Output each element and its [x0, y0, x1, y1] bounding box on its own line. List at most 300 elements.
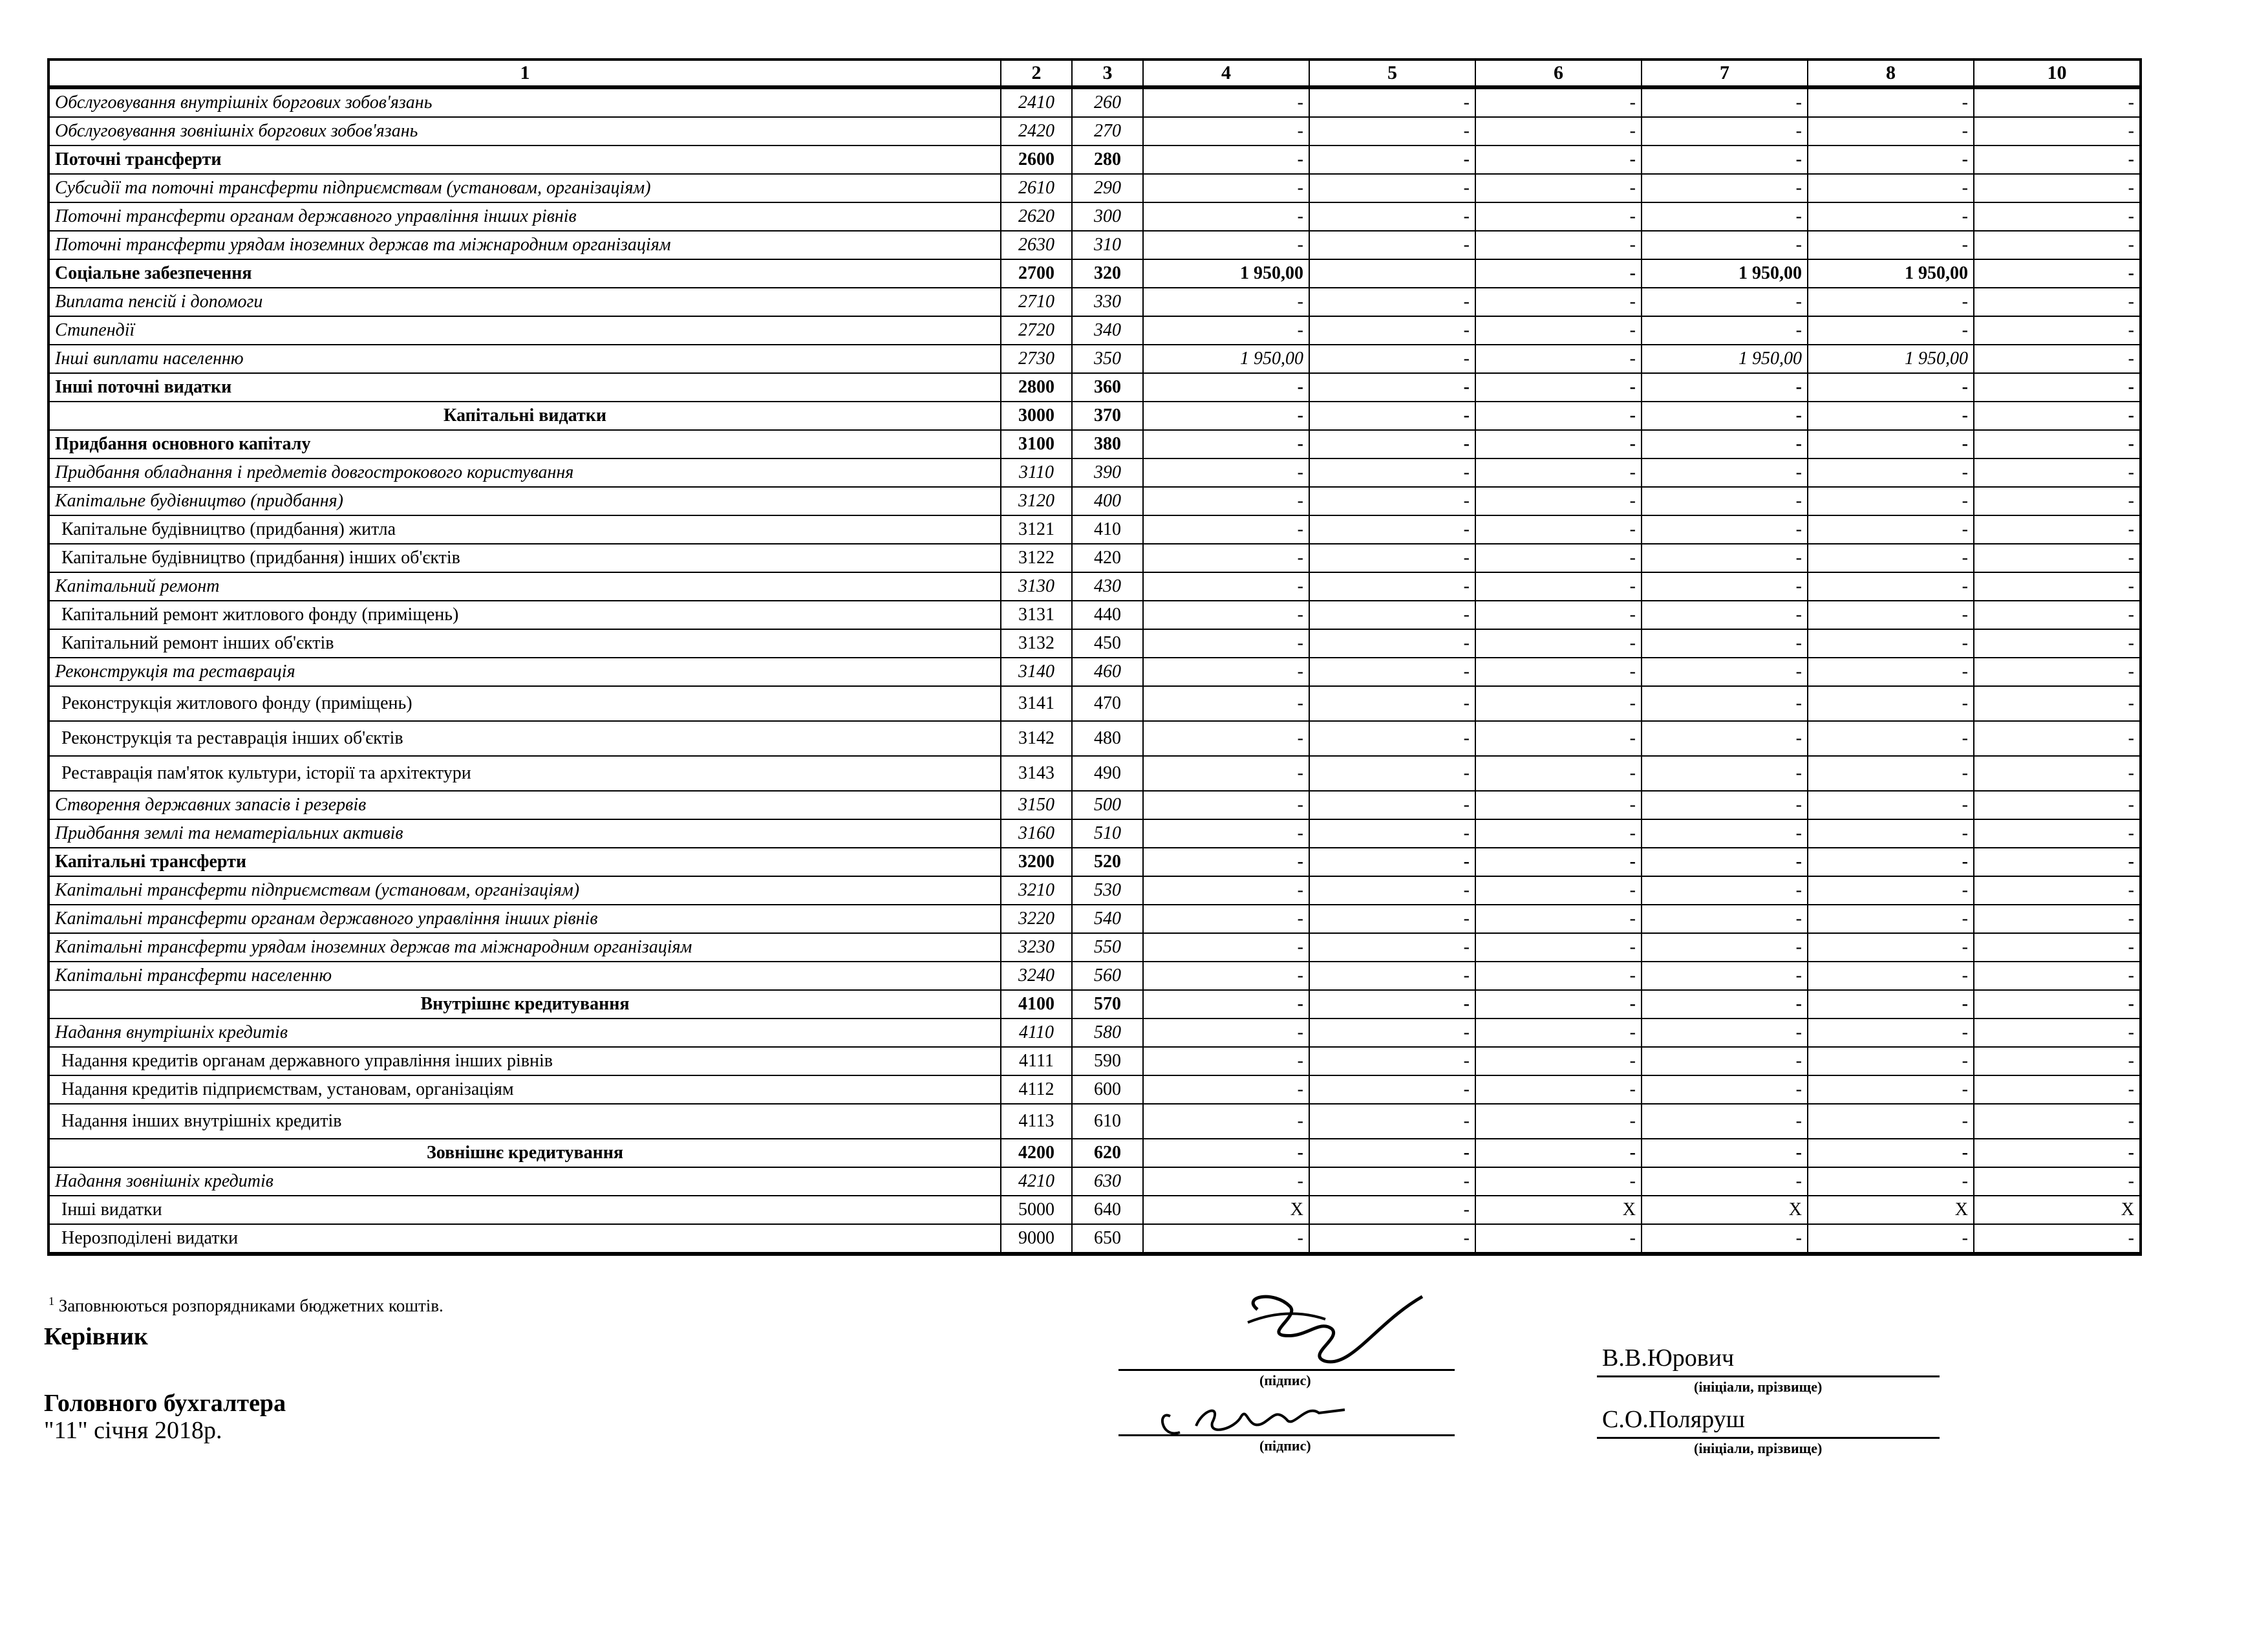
row-value-col-8: -: [1807, 1076, 1973, 1105]
row-value-col-6: -: [1475, 601, 1641, 630]
row-value-col-5: -: [1309, 722, 1475, 757]
row-value-col-6: -: [1475, 722, 1641, 757]
row-value-col-4: -: [1142, 962, 1309, 991]
row-line-code: 270: [1071, 118, 1142, 146]
row-value-col-4: -: [1142, 1048, 1309, 1076]
row-name: Придбання землі та нематеріальних активів: [50, 820, 1000, 848]
row-value-col-7: 1 950,00: [1641, 260, 1807, 288]
row-value-col-10: -: [1973, 89, 2139, 118]
row-value-col-8: -: [1807, 374, 1973, 402]
row-value-col-8: -: [1807, 820, 1973, 848]
row-value-col-5: -: [1309, 118, 1475, 146]
row-value-col-8: -: [1807, 1048, 1973, 1076]
row-value-col-10: -: [1973, 658, 2139, 687]
row-kekv-code: 4210: [1000, 1168, 1071, 1196]
row-value-col-8: -: [1807, 203, 1973, 232]
row-value-col-5: -: [1309, 905, 1475, 934]
expenditure-table: [47, 58, 2142, 1256]
row-name: Субсидії та поточні трансферти підприємствам (установам, організаціям): [50, 175, 1000, 203]
row-line-code: 630: [1071, 1168, 1142, 1196]
row-value-col-8: -: [1807, 722, 1973, 757]
row-name: Капітальні трансферти підприємствам (установам, організаціям): [50, 877, 1000, 905]
table-row: [50, 601, 2139, 630]
row-value-col-4: -: [1142, 1225, 1309, 1253]
table-row: [50, 146, 2139, 175]
row-line-code: 490: [1071, 757, 1142, 792]
row-kekv-code: 3141: [1000, 687, 1071, 722]
footnote-text: Заповнюються розпорядниками бюджетних коштів.: [58, 1296, 444, 1315]
row-value-col-6: -: [1475, 820, 1641, 848]
row-value-col-7: -: [1641, 459, 1807, 488]
row-line-code: 390: [1071, 459, 1142, 488]
accountant-name-line: [1597, 1437, 1940, 1439]
row-name: Поточні трансферти урядам іноземних держав та міжнародним організаціям: [50, 232, 1000, 260]
row-value-col-6: -: [1475, 1019, 1641, 1048]
row-line-code: 410: [1071, 516, 1142, 544]
row-line-code: 600: [1071, 1076, 1142, 1105]
row-kekv-code: 3210: [1000, 877, 1071, 905]
row-name: Капітальні трансферти: [50, 848, 1000, 877]
row-kekv-code: 3110: [1000, 459, 1071, 488]
row-line-code: 560: [1071, 962, 1142, 991]
row-value-col-7: -: [1641, 1168, 1807, 1196]
row-value-col-8: -: [1807, 1019, 1973, 1048]
table-row: [50, 317, 2139, 345]
row-value-col-4: -: [1142, 1139, 1309, 1168]
row-value-col-4: -: [1142, 757, 1309, 792]
row-value-col-6: -: [1475, 345, 1641, 374]
row-name: Надання зовнішніх кредитів: [50, 1168, 1000, 1196]
header-col-7: 7: [1641, 61, 1807, 89]
table-row: [50, 459, 2139, 488]
row-value-col-6: -: [1475, 934, 1641, 962]
row-kekv-code: 3140: [1000, 658, 1071, 687]
accountant-name-caption: (ініціали, прізвище): [1694, 1440, 1823, 1456]
row-value-col-8: -: [1807, 601, 1973, 630]
row-line-code: 620: [1071, 1139, 1142, 1168]
row-value-col-6: -: [1475, 962, 1641, 991]
row-value-col-4: -: [1142, 203, 1309, 232]
footnote-mark: 1: [48, 1295, 54, 1308]
row-value-col-6: -: [1475, 232, 1641, 260]
header-col-5: 5: [1309, 61, 1475, 89]
header-col-1: 1: [50, 61, 1000, 89]
row-value-col-8: -: [1807, 288, 1973, 317]
row-value-col-6: X: [1475, 1196, 1641, 1225]
row-value-col-4: 1 950,00: [1142, 260, 1309, 288]
row-line-code: 470: [1071, 687, 1142, 722]
row-name: Виплата пенсій і допомоги: [50, 288, 1000, 317]
row-value-col-5: -: [1309, 848, 1475, 877]
row-name: Внутрішнє кредитування: [50, 991, 1000, 1019]
row-value-col-8: -: [1807, 757, 1973, 792]
row-kekv-code: 2730: [1000, 345, 1071, 374]
row-value-col-5: -: [1309, 89, 1475, 118]
table-row: [50, 687, 2139, 722]
row-value-col-10: -: [1973, 1048, 2139, 1076]
row-value-col-5: -: [1309, 1196, 1475, 1225]
row-value-col-10: -: [1973, 459, 2139, 488]
table-row: [50, 722, 2139, 757]
row-value-col-6: -: [1475, 431, 1641, 459]
row-value-col-10: -: [1973, 1105, 2139, 1139]
row-value-col-8: -: [1807, 544, 1973, 573]
row-kekv-code: 2630: [1000, 232, 1071, 260]
row-value-col-10: -: [1973, 962, 2139, 991]
row-value-col-8: -: [1807, 459, 1973, 488]
table-row: [50, 374, 2139, 402]
row-value-col-4: 1 950,00: [1142, 345, 1309, 374]
row-value-col-7: -: [1641, 146, 1807, 175]
row-value-col-8: -: [1807, 658, 1973, 687]
table-row: [50, 118, 2139, 146]
row-value-col-5: -: [1309, 934, 1475, 962]
head-handwritten-signature: [1228, 1284, 1500, 1381]
row-value-col-7: -: [1641, 1019, 1807, 1048]
row-value-col-6: -: [1475, 288, 1641, 317]
row-name: Капітальні трансферти урядам іноземних держав та міжнародним організаціям: [50, 934, 1000, 962]
row-name: Реконструкція житлового фонду (приміщень): [50, 687, 1000, 722]
row-value-col-8: -: [1807, 232, 1973, 260]
table-row: [50, 1048, 2139, 1076]
row-name: Капітальне будівництво (придбання) інших об'єктів: [50, 544, 1000, 573]
row-name: Соціальне забезпечення: [50, 260, 1000, 288]
row-line-code: 590: [1071, 1048, 1142, 1076]
row-kekv-code: 3200: [1000, 848, 1071, 877]
table-row: [50, 573, 2139, 601]
row-value-col-10: -: [1973, 820, 2139, 848]
row-line-code: 430: [1071, 573, 1142, 601]
row-name: Капітальний ремонт: [50, 573, 1000, 601]
row-value-col-4: -: [1142, 792, 1309, 820]
row-value-col-7: -: [1641, 402, 1807, 431]
row-kekv-code: 9000: [1000, 1225, 1071, 1253]
row-name: Придбання основного капіталу: [50, 431, 1000, 459]
row-value-col-10: -: [1973, 757, 2139, 792]
row-value-col-4: -: [1142, 1168, 1309, 1196]
row-value-col-8: -: [1807, 118, 1973, 146]
row-name: Капітальні трансферти органам державного управління інших рівнів: [50, 905, 1000, 934]
table-row: [50, 934, 2139, 962]
row-value-col-8: 1 950,00: [1807, 260, 1973, 288]
row-value-col-6: -: [1475, 1139, 1641, 1168]
row-value-col-4: -: [1142, 934, 1309, 962]
row-line-code: 360: [1071, 374, 1142, 402]
row-line-code: 640: [1071, 1196, 1142, 1225]
table-row: [50, 792, 2139, 820]
row-name: Реставрація пам'яток культури, історії та архітектури: [50, 757, 1000, 792]
row-value-col-8: X: [1807, 1196, 1973, 1225]
row-value-col-10: -: [1973, 905, 2139, 934]
row-value-col-8: -: [1807, 905, 1973, 934]
row-value-col-6: -: [1475, 687, 1641, 722]
row-value-col-6: -: [1475, 1105, 1641, 1139]
table-row: [50, 1105, 2139, 1139]
row-value-col-7: -: [1641, 89, 1807, 118]
row-name: Інші видатки: [50, 1196, 1000, 1225]
row-value-col-4: -: [1142, 630, 1309, 658]
row-value-col-10: -: [1973, 402, 2139, 431]
row-value-col-8: -: [1807, 687, 1973, 722]
row-value-col-5: -: [1309, 991, 1475, 1019]
header-col-10: 10: [1973, 61, 2139, 89]
row-kekv-code: 2700: [1000, 260, 1071, 288]
row-value-col-10: -: [1973, 722, 2139, 757]
table-row: [50, 203, 2139, 232]
row-value-col-6: -: [1475, 260, 1641, 288]
row-value-col-7: -: [1641, 288, 1807, 317]
row-value-col-4: -: [1142, 516, 1309, 544]
row-value-col-5: -: [1309, 1225, 1475, 1253]
row-line-code: 530: [1071, 877, 1142, 905]
row-value-col-8: -: [1807, 792, 1973, 820]
row-line-code: 340: [1071, 317, 1142, 345]
row-kekv-code: 3131: [1000, 601, 1071, 630]
row-value-col-4: -: [1142, 991, 1309, 1019]
row-value-col-8: -: [1807, 991, 1973, 1019]
table-row: [50, 962, 2139, 991]
row-value-col-7: 1 950,00: [1641, 345, 1807, 374]
row-value-col-5: -: [1309, 757, 1475, 792]
row-line-code: 320: [1071, 260, 1142, 288]
row-value-col-7: -: [1641, 175, 1807, 203]
row-value-col-7: -: [1641, 630, 1807, 658]
row-value-col-10: -: [1973, 573, 2139, 601]
row-line-code: 310: [1071, 232, 1142, 260]
row-name: Інші виплати населенню: [50, 345, 1000, 374]
row-value-col-5: -: [1309, 877, 1475, 905]
row-name: Реконструкція та реставрація: [50, 658, 1000, 687]
row-name: Інші поточні видатки: [50, 374, 1000, 402]
row-value-col-6: -: [1475, 374, 1641, 402]
row-kekv-code: 3240: [1000, 962, 1071, 991]
table-row: [50, 848, 2139, 877]
row-value-col-7: -: [1641, 516, 1807, 544]
row-kekv-code: 4112: [1000, 1076, 1071, 1105]
row-value-col-10: X: [1973, 1196, 2139, 1225]
row-value-col-8: 1 950,00: [1807, 345, 1973, 374]
row-value-col-6: -: [1475, 630, 1641, 658]
table-row: [50, 1225, 2139, 1253]
row-value-col-4: -: [1142, 146, 1309, 175]
row-name: Зовнішнє кредитування: [50, 1139, 1000, 1168]
row-value-col-7: -: [1641, 722, 1807, 757]
head-name-caption: (ініціали, прізвище): [1694, 1379, 1823, 1395]
row-value-col-7: -: [1641, 1048, 1807, 1076]
row-name: Обслуговування внутрішніх боргових зобов'язань: [50, 89, 1000, 118]
row-value-col-7: -: [1641, 1139, 1807, 1168]
row-value-col-5: -: [1309, 488, 1475, 516]
row-value-col-7: -: [1641, 374, 1807, 402]
row-value-col-8: -: [1807, 1105, 1973, 1139]
row-value-col-5: -: [1309, 1076, 1475, 1105]
row-value-col-10: -: [1973, 544, 2139, 573]
header-col-2: 2: [1000, 61, 1071, 89]
row-value-col-6: -: [1475, 146, 1641, 175]
row-name: Капітальний ремонт житлового фонду (приміщень): [50, 601, 1000, 630]
table-row: [50, 877, 2139, 905]
row-value-col-7: -: [1641, 1225, 1807, 1253]
row-value-col-6: -: [1475, 459, 1641, 488]
row-value-col-8: -: [1807, 175, 1973, 203]
row-value-col-10: -: [1973, 848, 2139, 877]
row-kekv-code: 4200: [1000, 1139, 1071, 1168]
row-kekv-code: 4110: [1000, 1019, 1071, 1048]
row-value-col-7: -: [1641, 905, 1807, 934]
row-value-col-5: [1309, 260, 1475, 288]
row-value-col-8: -: [1807, 431, 1973, 459]
table-row: [50, 1019, 2139, 1048]
row-value-col-7: -: [1641, 118, 1807, 146]
table-row: [50, 232, 2139, 260]
row-name: Поточні трансферти органам державного управління інших рівнів: [50, 203, 1000, 232]
row-value-col-10: -: [1973, 630, 2139, 658]
row-value-col-6: -: [1475, 1076, 1641, 1105]
row-value-col-7: -: [1641, 792, 1807, 820]
table-row: [50, 630, 2139, 658]
accountant-handwritten-signature: [1151, 1390, 1396, 1449]
row-value-col-7: -: [1641, 317, 1807, 345]
row-value-col-8: -: [1807, 934, 1973, 962]
row-line-code: 550: [1071, 934, 1142, 962]
row-line-code: 540: [1071, 905, 1142, 934]
row-value-col-5: -: [1309, 1019, 1475, 1048]
row-kekv-code: 5000: [1000, 1196, 1071, 1225]
row-value-col-4: -: [1142, 658, 1309, 687]
head-name: В.В.Юрович: [1602, 1344, 1735, 1372]
row-name: Стипендії: [50, 317, 1000, 345]
row-line-code: 350: [1071, 345, 1142, 374]
row-line-code: 570: [1071, 991, 1142, 1019]
row-value-col-6: -: [1475, 317, 1641, 345]
row-kekv-code: 2720: [1000, 317, 1071, 345]
row-value-col-6: -: [1475, 658, 1641, 687]
table-row: [50, 1139, 2139, 1168]
row-name: Капітальне будівництво (придбання) житла: [50, 516, 1000, 544]
row-name: Придбання обладнання і предметів довгострокового користування: [50, 459, 1000, 488]
row-value-col-7: -: [1641, 601, 1807, 630]
row-value-col-6: -: [1475, 905, 1641, 934]
row-value-col-10: -: [1973, 601, 2139, 630]
row-value-col-5: -: [1309, 820, 1475, 848]
row-value-col-5: -: [1309, 402, 1475, 431]
table-row: [50, 175, 2139, 203]
row-value-col-6: -: [1475, 175, 1641, 203]
row-name: Надання кредитів підприємствам, установам, організаціям: [50, 1076, 1000, 1105]
table-row: [50, 757, 2139, 792]
row-name: Створення державних запасів і резервів: [50, 792, 1000, 820]
row-kekv-code: 3130: [1000, 573, 1071, 601]
row-value-col-6: -: [1475, 488, 1641, 516]
row-value-col-7: -: [1641, 203, 1807, 232]
row-value-col-7: -: [1641, 232, 1807, 260]
row-line-code: 500: [1071, 792, 1142, 820]
row-value-col-5: -: [1309, 658, 1475, 687]
row-kekv-code: 3142: [1000, 722, 1071, 757]
row-value-col-6: -: [1475, 118, 1641, 146]
row-kekv-code: 2620: [1000, 203, 1071, 232]
table-row: [50, 89, 2139, 118]
row-value-col-6: -: [1475, 516, 1641, 544]
row-line-code: 610: [1071, 1105, 1142, 1139]
head-label: Керівник: [44, 1323, 148, 1350]
row-value-col-6: -: [1475, 203, 1641, 232]
row-value-col-7: -: [1641, 820, 1807, 848]
row-kekv-code: 3100: [1000, 431, 1071, 459]
row-value-col-10: -: [1973, 317, 2139, 345]
row-value-col-5: -: [1309, 374, 1475, 402]
row-value-col-7: -: [1641, 687, 1807, 722]
row-value-col-5: -: [1309, 1105, 1475, 1139]
row-kekv-code: 2800: [1000, 374, 1071, 402]
row-value-col-4: -: [1142, 687, 1309, 722]
row-line-code: 420: [1071, 544, 1142, 573]
row-value-col-10: -: [1973, 260, 2139, 288]
accountant-name: С.О.Поляруш: [1602, 1406, 1745, 1433]
row-value-col-7: -: [1641, 848, 1807, 877]
table-row: [50, 516, 2139, 544]
row-value-col-10: -: [1973, 1019, 2139, 1048]
row-kekv-code: 3143: [1000, 757, 1071, 792]
row-value-col-4: -: [1142, 905, 1309, 934]
row-kekv-code: 3121: [1000, 516, 1071, 544]
table-row: [50, 345, 2139, 374]
row-name: Реконструкція та реставрація інших об'єктів: [50, 722, 1000, 757]
row-line-code: 580: [1071, 1019, 1142, 1048]
row-value-col-8: -: [1807, 962, 1973, 991]
row-kekv-code: 3120: [1000, 488, 1071, 516]
table-row: [50, 820, 2139, 848]
row-line-code: 520: [1071, 848, 1142, 877]
row-line-code: 300: [1071, 203, 1142, 232]
row-kekv-code: 3160: [1000, 820, 1071, 848]
row-kekv-code: 2410: [1000, 89, 1071, 118]
head-signature-caption: (підпис): [1259, 1372, 1311, 1388]
row-value-col-4: -: [1142, 317, 1309, 345]
row-value-col-10: -: [1973, 934, 2139, 962]
row-value-col-4: -: [1142, 232, 1309, 260]
row-value-col-7: -: [1641, 1076, 1807, 1105]
row-line-code: 290: [1071, 175, 1142, 203]
row-value-col-7: -: [1641, 934, 1807, 962]
row-value-col-7: X: [1641, 1196, 1807, 1225]
row-line-code: 440: [1071, 601, 1142, 630]
header-col-3: 3: [1071, 61, 1142, 89]
row-kekv-code: 3220: [1000, 905, 1071, 934]
row-kekv-code: 2610: [1000, 175, 1071, 203]
row-value-col-6: -: [1475, 991, 1641, 1019]
table-row: [50, 991, 2139, 1019]
row-value-col-7: -: [1641, 962, 1807, 991]
footnote: [48, 1295, 444, 1316]
row-value-col-10: -: [1973, 431, 2139, 459]
row-value-col-4: -: [1142, 459, 1309, 488]
row-value-col-5: -: [1309, 516, 1475, 544]
row-value-col-6: -: [1475, 573, 1641, 601]
table-row: [50, 260, 2139, 288]
row-line-code: 450: [1071, 630, 1142, 658]
row-value-col-4: -: [1142, 89, 1309, 118]
row-line-code: 260: [1071, 89, 1142, 118]
table-row: [50, 431, 2139, 459]
row-value-col-7: -: [1641, 757, 1807, 792]
row-value-col-5: -: [1309, 203, 1475, 232]
table-row: [50, 658, 2139, 687]
row-value-col-7: -: [1641, 573, 1807, 601]
row-kekv-code: 3132: [1000, 630, 1071, 658]
row-value-col-5: -: [1309, 630, 1475, 658]
table-row: [50, 1076, 2139, 1105]
